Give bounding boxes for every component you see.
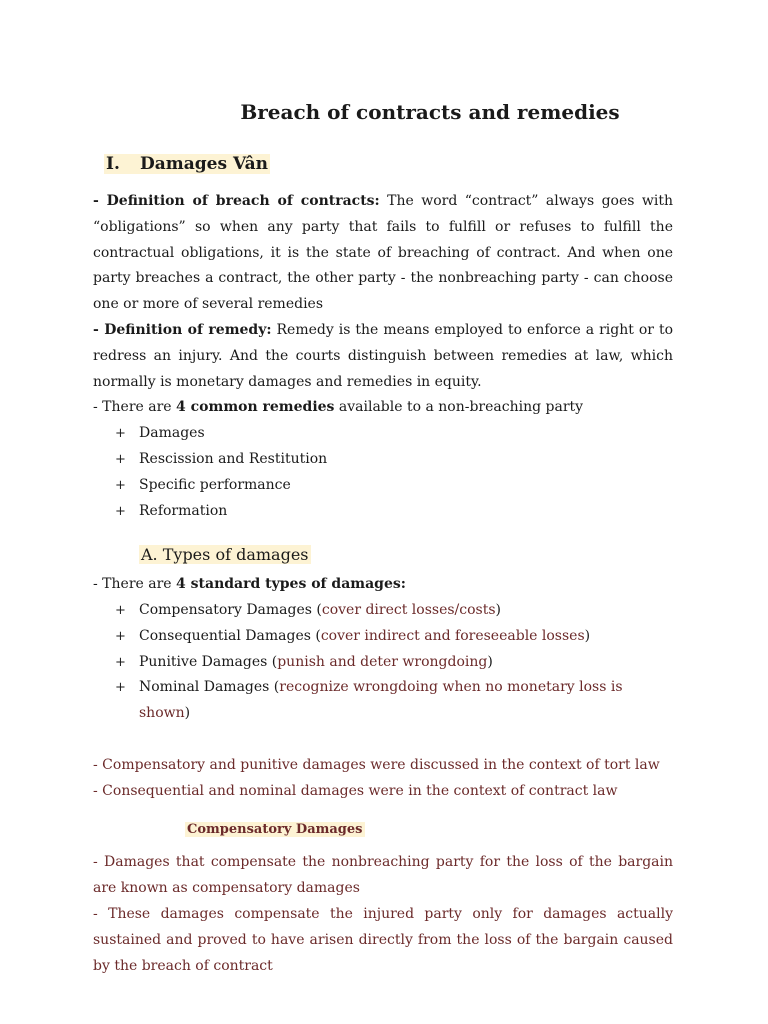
damage-types-list — [93, 598, 673, 727]
list-item: + Rescission and Restitution — [93, 447, 673, 473]
damage-type-desc: recognize wrongdoing when no monetary loss is shown — [139, 679, 623, 722]
definition-breach-text: The word “contract” always goes with “obligations” so when any party that fails to fulfill or refuses to fulfill the contractual obligations, it is the state of breaching of contract. And when one party breaches a contract, the other party - the nonbreaching party - can choose one or more of several remedies — [93, 193, 673, 313]
definition-remedy-text: Remedy is the means employed to enforce a right or to redress an injury. And the courts distinguish between remedies at law, which normally is monetary damages and remedies in equity. — [93, 321, 673, 390]
context-line: - Consequential and nominal damages were in the context of contract law — [93, 782, 618, 799]
page-title: Breach of contracts and remedies — [240, 100, 620, 124]
section-label: Damages Vân — [140, 154, 268, 174]
remedies-intro — [93, 395, 673, 421]
damage-type-close: ) — [584, 627, 591, 644]
definition-breach-paragraph — [93, 189, 673, 318]
damage-type-name: Consequential Damages ( — [139, 627, 321, 644]
remedies-intro-bold: 4 common remedies — [176, 399, 335, 416]
context-line: - Compensatory and punitive damages were discussed in the context of tort law — [93, 756, 660, 773]
list-item — [93, 624, 673, 650]
list-item: + Specific performance — [93, 473, 673, 499]
damages-intro-bold: 4 standard types of damages: — [176, 576, 406, 593]
remedies-intro-prefix: - There are — [93, 399, 177, 416]
compensatory-paragraph: - These damages compensate the injured party only for damages actually sustained and proved to have arisen directly from the loss of the bargain caused by the breach of contract — [93, 905, 673, 974]
damage-type-name: Compensatory Damages ( — [139, 601, 322, 618]
damage-type-desc: cover direct losses/costs — [321, 601, 496, 618]
list-item — [93, 675, 673, 727]
list-item — [93, 650, 673, 676]
subsection-heading-text: A. Types of damages — [141, 545, 309, 565]
definition-breach-label: - Definition of breach of contracts: — [93, 193, 380, 209]
section-number: I. — [106, 154, 120, 174]
damage-type-name: Nominal Damages ( — [139, 679, 280, 696]
damages-intro — [93, 572, 673, 598]
definition-remedy-paragraph — [93, 318, 673, 395]
damage-type-name: Punitive Damages ( — [139, 653, 278, 670]
damage-type-close: ) — [495, 601, 501, 618]
subsection-heading-types — [139, 542, 673, 568]
compensatory-heading — [185, 817, 673, 843]
list-item: + Damages — [93, 421, 673, 447]
spacer — [93, 727, 673, 753]
damages-intro-prefix: - There are — [93, 576, 177, 593]
damage-type-desc: punish and deter wrongdoing — [277, 653, 488, 670]
compensatory-heading-text: Compensatory Damages — [187, 821, 363, 837]
compensatory-paragraph: - Damages that compensate the nonbreaching party for the loss of the bargain are known as compensatory damages — [93, 854, 673, 897]
list-item — [93, 598, 673, 624]
document-body — [93, 189, 673, 979]
section-heading-damages — [104, 154, 270, 174]
remedies-intro-suffix: available to a non-breaching party — [334, 399, 584, 416]
damage-type-desc: cover indirect and foreseeable losses — [320, 627, 585, 644]
remedies-list — [93, 421, 673, 524]
list-item: + Reformation — [93, 499, 673, 525]
definition-remedy-label: - Definition of remedy: — [93, 321, 272, 338]
damage-type-close: ) — [487, 653, 493, 670]
damage-type-close: ) — [184, 705, 191, 722]
